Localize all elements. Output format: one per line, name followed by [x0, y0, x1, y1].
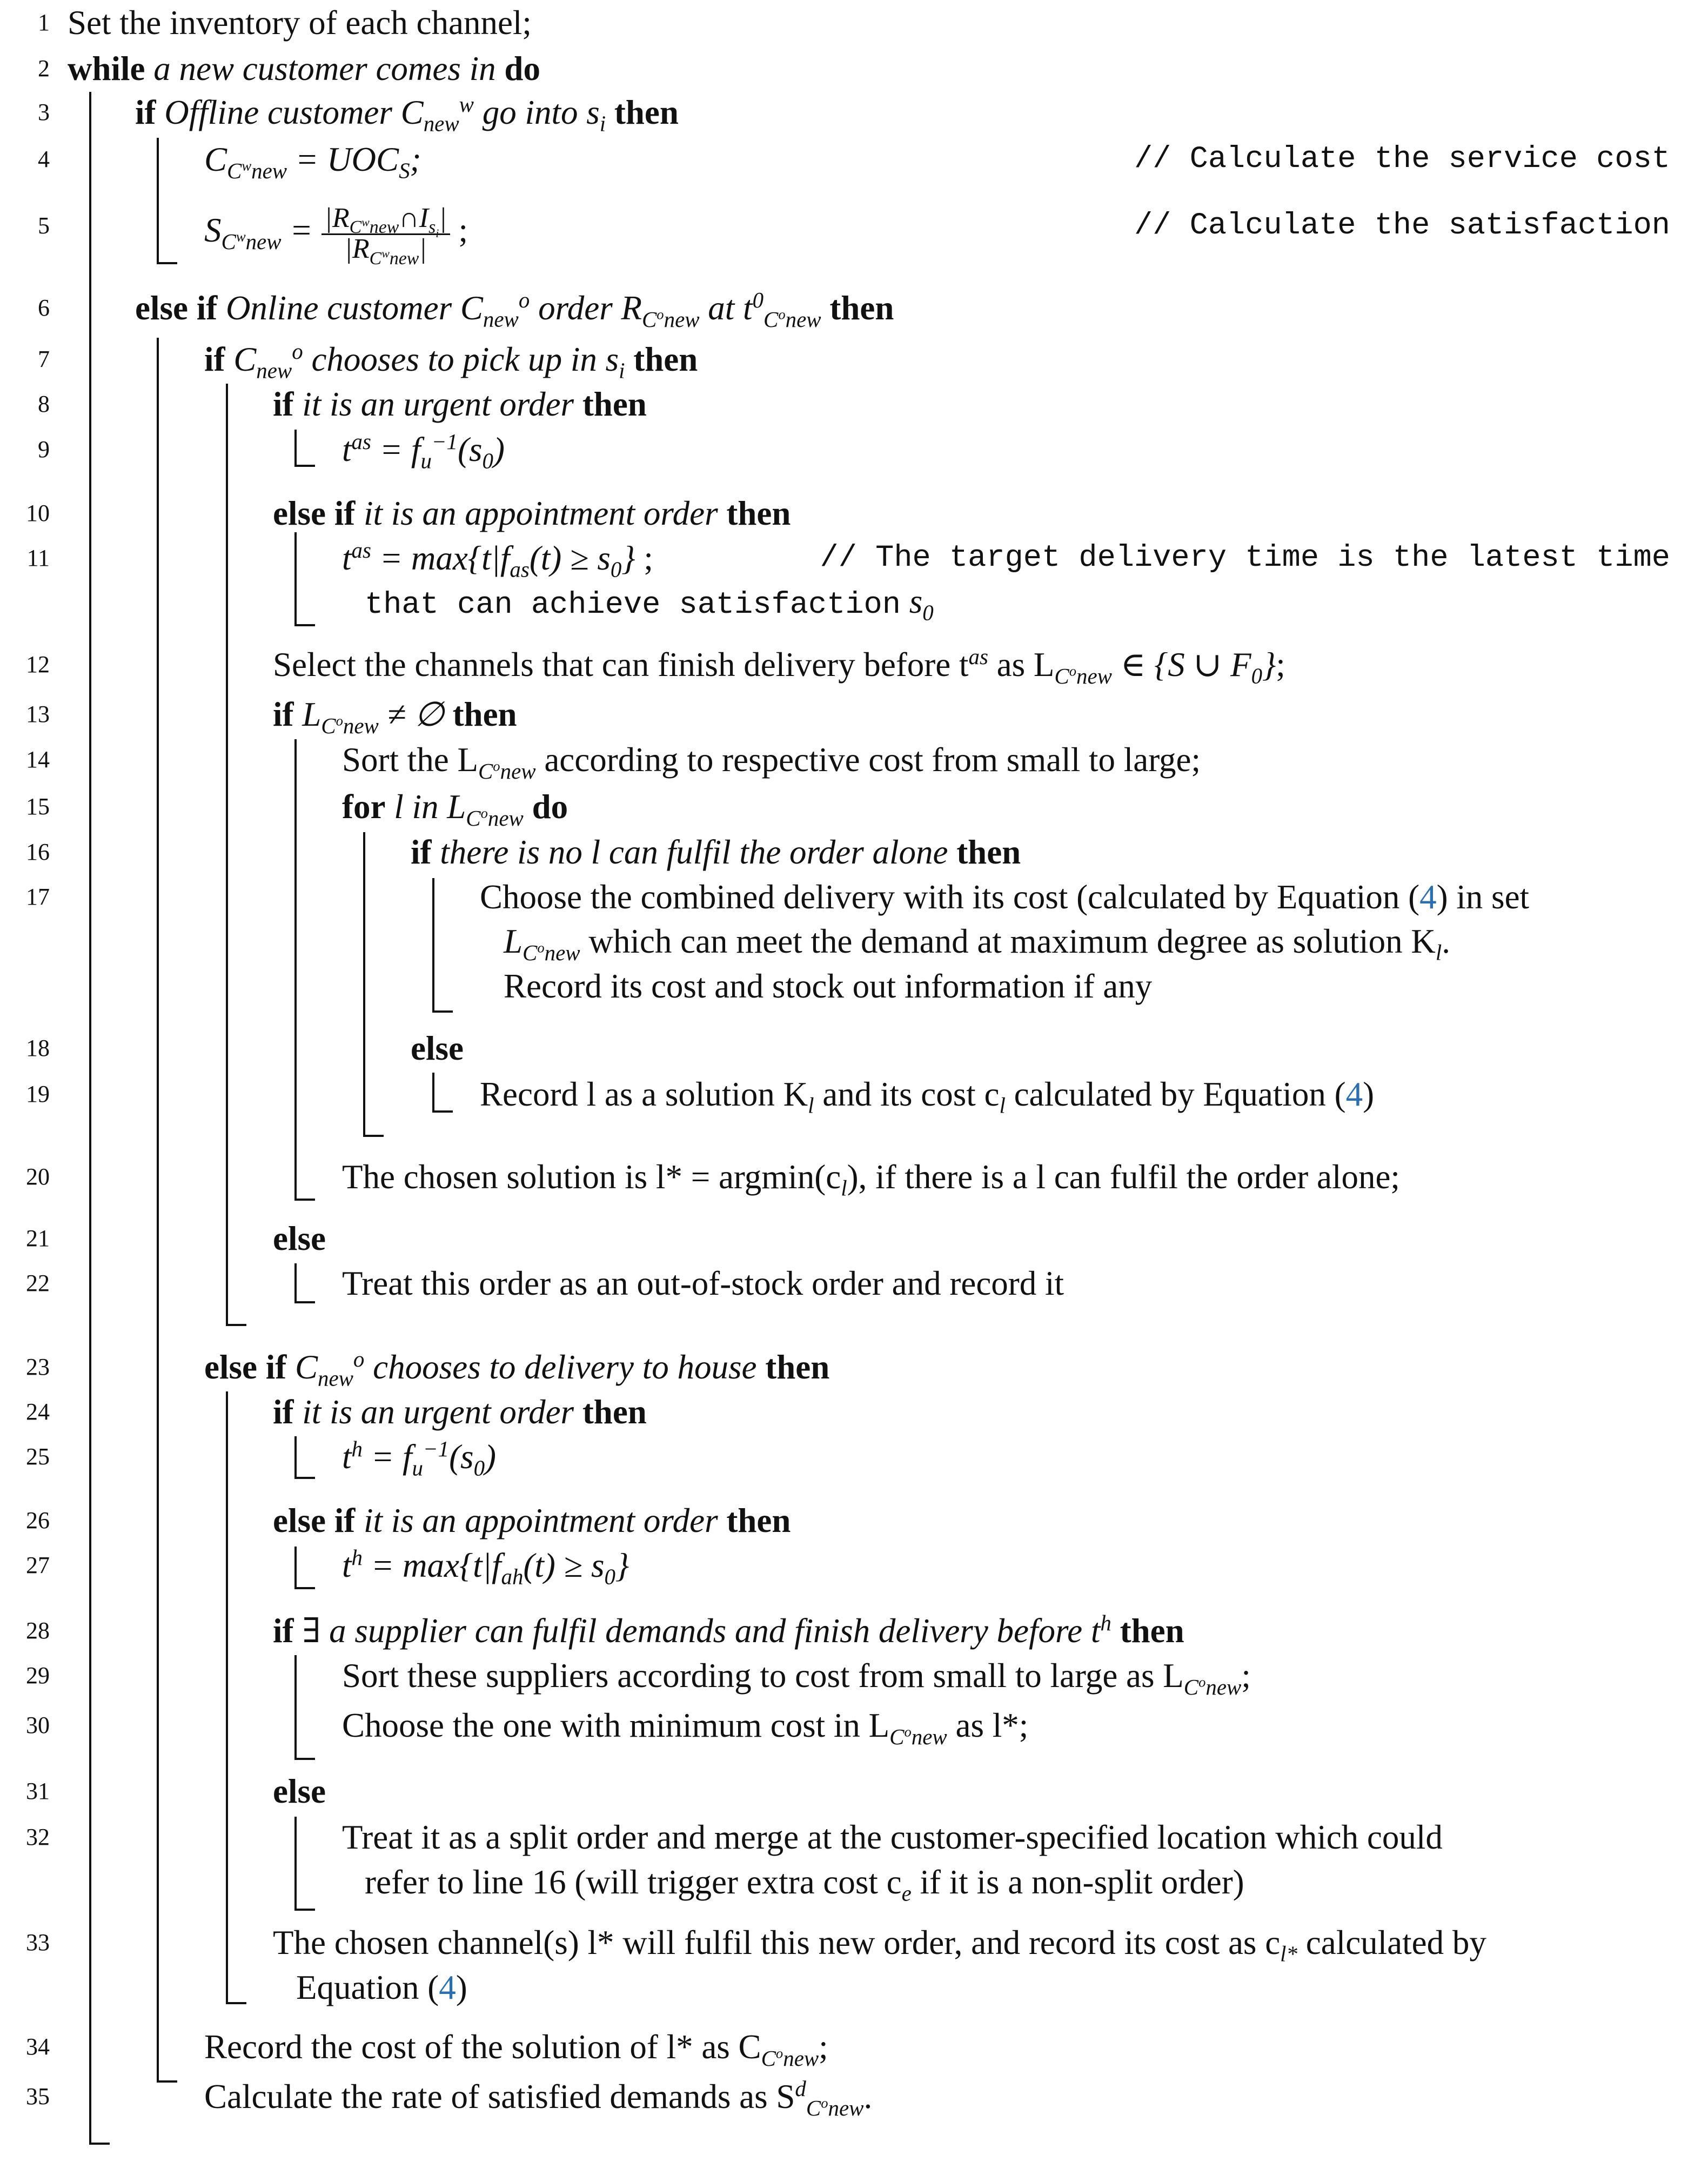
algo-line: Calculate the rate of satisfied demands as $S^d_{C^onew}$.: [204, 2077, 873, 2120]
line-number: 30: [26, 1712, 50, 1738]
block-bracket: [363, 832, 384, 1137]
keyword-if: if: [273, 695, 294, 733]
line-number: 12: [26, 651, 50, 678]
condition: $C_{new}^o$ chooses to delivery to house: [294, 1347, 757, 1391]
algo-line: [342, 1544, 629, 1587]
keyword-if: if: [273, 385, 294, 423]
keyword-if: if: [273, 1612, 294, 1650]
keyword-if: if: [273, 1393, 294, 1431]
line-number: 20: [26, 1163, 50, 1190]
algo-line: $S_{C^wnew}$ = $\frac{|R_{C^wnew}\cap I_{s_i}|}{|R_{C^wnew}|}$ ;: [204, 203, 468, 269]
keyword-then: then: [765, 1348, 830, 1386]
loop-variable: l in $L_{C^onew}$: [394, 788, 524, 831]
algo-line: Select the channels that can finish delivery before $t^{as}$ as $L_{C^onew}$ ∈ {S ∪ $F_0$};: [273, 645, 1285, 688]
line-number: 9: [38, 436, 50, 463]
algo-line: [135, 286, 894, 330]
algo-line: The chosen channel(s) l* will fulfil this new order, and record its cost as $c_{l*}$ calculated by: [273, 1924, 1486, 1966]
keyword-then: then: [726, 1502, 791, 1539]
algo-line: [273, 1499, 791, 1542]
algo-line: [273, 383, 647, 426]
block-bracket: [294, 430, 315, 467]
keyword-else-if: else if: [273, 1502, 356, 1539]
algo-line: Record the cost of the solution of l* as $C_{C^onew}$;: [204, 2028, 828, 2071]
fraction: $\frac{|R_{C^wnew}\cap I_{s_i}|}{|R_{C^wnew}|}$: [321, 204, 450, 263]
line-number: 26: [26, 1507, 50, 1534]
algo-line: [411, 831, 1021, 874]
algo-line: [411, 1027, 464, 1070]
keyword-then: then: [452, 695, 517, 733]
block-bracket: [432, 1073, 453, 1113]
algo-line: [68, 1, 532, 44]
line-number: 2: [38, 55, 50, 82]
condition: it is an appointment order: [363, 1502, 718, 1539]
keyword-then: then: [582, 385, 647, 423]
condition: there is no l can fulfil the order alone: [440, 833, 948, 871]
line-number: 13: [26, 701, 50, 727]
keyword-else: else: [411, 1029, 464, 1067]
equation-ref[interactable]: 4: [439, 1969, 456, 2006]
algo-line: [68, 47, 540, 90]
math-expression: $t^{as} = f_u^{-1}(s_0)$: [342, 430, 505, 473]
algo-line: [342, 428, 505, 471]
loop-condition: a new customer comes in: [153, 50, 496, 88]
algo-line: Sort these suppliers according to cost from small to large as $L_{C^onew}$;: [342, 1657, 1251, 1699]
line-number: 35: [26, 2083, 50, 2110]
line-number: 27: [26, 1552, 50, 1578]
line-number: 22: [26, 1270, 50, 1296]
keyword-then: then: [1120, 1612, 1184, 1650]
line-number: 17: [26, 883, 50, 910]
block-bracket: [157, 138, 177, 264]
algo-line-continuation: $L_{C^onew}$ which can meet the demand at maximum degree as solution $K_l$.: [504, 922, 1451, 965]
algo-line: [342, 1435, 497, 1481]
algo-line: [204, 138, 421, 181]
block-bracket: [157, 338, 177, 2083]
line-number: 1: [38, 9, 50, 36]
block-bracket: [226, 384, 246, 1326]
algo-line: [273, 1390, 647, 1434]
keyword-else-if: else if: [273, 494, 356, 532]
keyword-if: if: [411, 833, 432, 871]
keyword-if: if: [135, 93, 156, 131]
line-number: 14: [26, 746, 50, 773]
condition: ∃ a supplier can fulfil demands and finish delivery before $t^h$: [302, 1611, 1111, 1650]
algo-line: [273, 492, 791, 535]
block-bracket: [89, 92, 110, 2145]
line-number: 28: [26, 1617, 50, 1644]
algo-line: [273, 1609, 1184, 1652]
algo-line: Treat it as a split order and merge at the customer-specified location which could: [342, 1818, 1443, 1856]
condition: Offline customer $C_{new}^w$ go into $s_i$: [164, 92, 606, 136]
equation-ref[interactable]: 4: [1345, 1075, 1363, 1113]
line-number: 24: [26, 1398, 50, 1425]
line-number: 23: [26, 1354, 50, 1380]
equation-ref[interactable]: 4: [1419, 878, 1437, 916]
line-number: 11: [26, 545, 50, 571]
keyword-do: do: [504, 50, 540, 88]
condition: Online customer $C_{new}^o$ order $R_{C^onew}$ at $t^0_{C^onew}$: [225, 288, 821, 332]
algo-line: [273, 693, 517, 736]
block-bracket: [294, 1436, 315, 1479]
line-number: 16: [26, 839, 50, 865]
algo-line: [204, 338, 698, 381]
block-bracket: [294, 532, 315, 626]
algo-line: Sort the $L_{C^onew}$ according to respective cost from small to large;: [342, 741, 1201, 784]
keyword-else-if: else if: [204, 1348, 287, 1386]
condition: it is an appointment order: [363, 494, 718, 532]
statement: Select the channels that can finish delivery before t: [273, 646, 969, 684]
comment: // Calculate the service cost: [1134, 142, 1670, 177]
algo-line: $t^{as} = \max\{t|f_{as}(t) \ge s_0\}$ ;: [342, 538, 653, 582]
math-expression: $t^h = f_u^{-1}(s_0)$: [342, 1437, 497, 1481]
condition: it is an urgent order: [302, 1393, 574, 1431]
line-number: 31: [26, 1778, 50, 1804]
algo-line: [273, 1217, 326, 1260]
keyword-if: if: [204, 340, 225, 378]
keyword-then: then: [726, 494, 791, 532]
line-number: 6: [38, 294, 50, 321]
algo-line: The chosen solution is $l* = argmin(c_l)$, if there is a l can fulfil the order alone;: [342, 1158, 1400, 1201]
algo-line: Choose the one with minimum cost in $L_{C^onew}$ as l*;: [342, 1706, 1029, 1749]
algo-line-continuation: Equation (4): [296, 1969, 467, 2006]
line-number: 10: [26, 500, 50, 526]
line-number: 5: [38, 212, 50, 239]
keyword-do: do: [532, 788, 568, 826]
keyword-then: then: [956, 833, 1021, 871]
algo-line-continuation: that can achieve satisfaction $s_0$: [365, 583, 934, 625]
condition: $C_{new}^o$ chooses to pick up in $s_i$: [233, 339, 625, 383]
keyword-then: then: [582, 1393, 647, 1431]
line-number: 21: [26, 1225, 50, 1251]
algo-line: Record l as a solution $K_l$ and its cost $c_l$ calculated by Equation (4): [480, 1075, 1375, 1118]
math-expression: $t^{as} = \max\{t|f_{as}(t) \ge s_0\}$: [342, 538, 635, 582]
block-bracket: [294, 1655, 315, 1760]
line-number: 19: [26, 1081, 50, 1107]
comment: // Calculate the satisfaction: [1134, 209, 1670, 243]
algo-line: [342, 785, 568, 831]
line-number: 33: [26, 1929, 50, 1956]
keyword-then: then: [614, 93, 679, 131]
block-bracket: [432, 878, 453, 1013]
algo-line-continuation: refer to line 16 (will trigger extra cost $c_e$ if it is a non-split order): [365, 1863, 1244, 1906]
line-number: 29: [26, 1662, 50, 1689]
keyword-else-if: else if: [135, 289, 218, 327]
algo-line: [204, 1346, 829, 1389]
line-number: 18: [26, 1035, 50, 1061]
keyword-then: then: [829, 289, 894, 327]
block-bracket: [294, 1547, 315, 1589]
condition: $L_{C^onew}$ ≠ ∅: [302, 695, 444, 738]
math-expression: $S_{C^wnew}$ =: [204, 211, 321, 254]
keyword-else: else: [273, 1772, 326, 1810]
line-number: 8: [38, 391, 50, 417]
comment: // The target delivery time is the latest time: [820, 541, 1670, 575]
math-expression: $t^h = \max\{t|f_{ah}(t) \ge s_0\}$: [342, 1545, 629, 1589]
line-number: 7: [38, 346, 50, 372]
line-number: 32: [26, 1824, 50, 1850]
keyword-else: else: [273, 1220, 326, 1257]
algo-line: Treat this order as an out-of-stock order and record it: [342, 1264, 1064, 1302]
line-number: 4: [38, 146, 50, 172]
algo-line-continuation: Record its cost and stock out information if any: [504, 967, 1153, 1005]
block-bracket: [294, 739, 315, 1201]
keyword-while: while: [68, 50, 145, 88]
keyword-then: then: [633, 340, 698, 378]
statement: Set the inventory of each channel;: [68, 4, 532, 42]
line-number: 15: [26, 793, 50, 820]
algo-line: [135, 91, 679, 134]
condition: it is an urgent order: [302, 385, 574, 423]
line-number: 3: [38, 99, 50, 125]
line-number: 34: [26, 2033, 50, 2060]
comment: that can achieve satisfaction: [365, 588, 901, 623]
block-bracket: [294, 1817, 315, 1911]
algo-line: Choose the combined delivery with its cost (calculated by Equation (4) in set: [480, 878, 1530, 916]
line-number: 25: [26, 1443, 50, 1470]
block-bracket: [294, 1263, 315, 1303]
block-bracket: [226, 1391, 246, 2004]
keyword-for: for: [342, 788, 386, 826]
math-expression: $C_{C^wnew} = UOC_S$;: [204, 140, 421, 183]
algo-line: [273, 1770, 326, 1813]
